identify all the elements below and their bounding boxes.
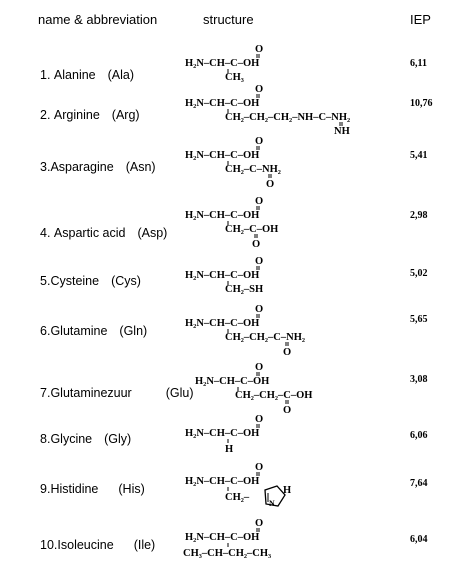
svg-text:O: O (255, 414, 264, 425)
svg-text:O: O (266, 179, 275, 190)
svg-text:O: O (255, 44, 264, 55)
svg-text:H₂N–CH–C–OH: H₂N–CH–C–OH (185, 210, 260, 221)
iep-value: 3,08 (410, 374, 428, 385)
structure-formula (185, 414, 445, 464)
svg-text:O: O (255, 362, 264, 373)
row-histidine (0, 462, 468, 508)
svg-text:CH₂–CH₂–C–OH: CH₂–CH₂–C–OH (235, 390, 313, 401)
svg-text:H: H (225, 444, 234, 455)
svg-text:CH₃: CH₃ (225, 72, 244, 83)
row-arginine (0, 84, 468, 137)
amino-acid-name: 9.Histidine (His) (40, 482, 145, 496)
svg-text:CH₂–C–OH: CH₂–C–OH (225, 224, 279, 235)
structure-formula (185, 518, 445, 568)
structure-formula (185, 304, 445, 360)
amino-acid-name: 8.Glycine (Gly) (40, 432, 132, 446)
structure-formula (185, 362, 445, 418)
svg-text:H₂N–CH–C–OH: H₂N–CH–C–OH (185, 58, 260, 69)
structure-formula (185, 256, 445, 306)
row-aspartic-acid (0, 196, 468, 250)
amino-acid-name: 2. Arginine (Arg) (40, 108, 140, 122)
structure-formula (185, 196, 445, 252)
svg-text:O: O (255, 518, 264, 529)
svg-text:O: O (255, 136, 264, 147)
svg-text:O: O (283, 405, 292, 416)
amino-acid-name: 1. Alanine (Ala) (40, 68, 135, 82)
amino-acid-name: 4. Aspartic acid (Asp) (40, 226, 168, 240)
amino-acid-name: 3.Asparagine (Asn) (40, 160, 156, 174)
row-glutaminezuur (0, 362, 468, 416)
svg-text:O: O (255, 304, 264, 315)
svg-text:H₂N–CH–C–OH: H₂N–CH–C–OH (185, 476, 260, 487)
iep-value: 6,04 (410, 534, 428, 545)
svg-text:N: N (269, 499, 275, 508)
svg-text:O: O (255, 462, 264, 473)
svg-text:O: O (252, 239, 261, 250)
svg-text:CH₂–CH₂–C–NH₂: CH₂–CH₂–C–NH₂ (225, 332, 306, 343)
svg-text:CH₂–C–NH₂: CH₂–C–NH₂ (225, 164, 281, 175)
svg-text:CH₂–CH₂–CH₂–NH–C–NH₂: CH₂–CH₂–CH₂–NH–C–NH₂ (225, 112, 351, 123)
header-iep: IEP (410, 12, 431, 27)
svg-text:NH: NH (334, 126, 350, 137)
row-cysteine (0, 256, 468, 296)
svg-text:H₂N–CH–C–OH: H₂N–CH–C–OH (185, 532, 260, 543)
header-structure: structure (203, 12, 254, 27)
row-alanine (0, 44, 468, 84)
iep-value: 5,65 (410, 314, 428, 325)
row-isoleucine (0, 518, 468, 558)
iep-value: 10,76 (410, 98, 433, 109)
svg-text:CH₂–SH: CH₂–SH (225, 284, 264, 295)
structure-formula (185, 462, 445, 512)
svg-text:H₂N–CH–C–OH: H₂N–CH–C–OH (195, 376, 270, 387)
row-glycine (0, 414, 468, 454)
svg-text:CH₃–CH–CH₂–CH₃: CH₃–CH–CH₂–CH₃ (183, 548, 272, 559)
svg-text:H₂N–CH–C–OH: H₂N–CH–C–OH (185, 270, 260, 281)
svg-text:O: O (255, 256, 264, 267)
svg-text:O: O (255, 196, 264, 207)
svg-text:H₂N–CH–C–OH: H₂N–CH–C–OH (185, 428, 260, 439)
row-glutamine (0, 304, 468, 358)
row-asparagine (0, 136, 468, 190)
iep-value: 5,02 (410, 268, 428, 279)
svg-text:H₂N–CH–C–OH: H₂N–CH–C–OH (185, 150, 260, 161)
amino-acid-name: 7.Glutaminezuur (Glu) (40, 386, 194, 400)
header-name: name & abbreviation (38, 12, 158, 27)
iep-value: 5,41 (410, 150, 428, 161)
structure-formula (185, 136, 445, 192)
iep-value: 7,64 (410, 478, 428, 489)
amino-acid-name: 10.Isoleucine (Ile) (40, 538, 156, 552)
svg-text:O: O (255, 84, 264, 95)
svg-text:H₂N–CH–C–OH: H₂N–CH–C–OH (185, 318, 260, 329)
svg-text:O: O (283, 347, 292, 358)
amino-acid-name: 6.Glutamine (Gln) (40, 324, 148, 338)
iep-value: 2,98 (410, 210, 428, 221)
svg-text:H: H (283, 485, 292, 496)
iep-value: 6,06 (410, 430, 428, 441)
svg-text:H₂N–CH–C–OH: H₂N–CH–C–OH (185, 98, 260, 109)
svg-text:CH₂–: CH₂– (225, 492, 250, 503)
amino-acid-name: 5.Cysteine (Cys) (40, 274, 141, 288)
structure-formula (185, 84, 445, 140)
iep-value: 6,11 (410, 58, 427, 69)
